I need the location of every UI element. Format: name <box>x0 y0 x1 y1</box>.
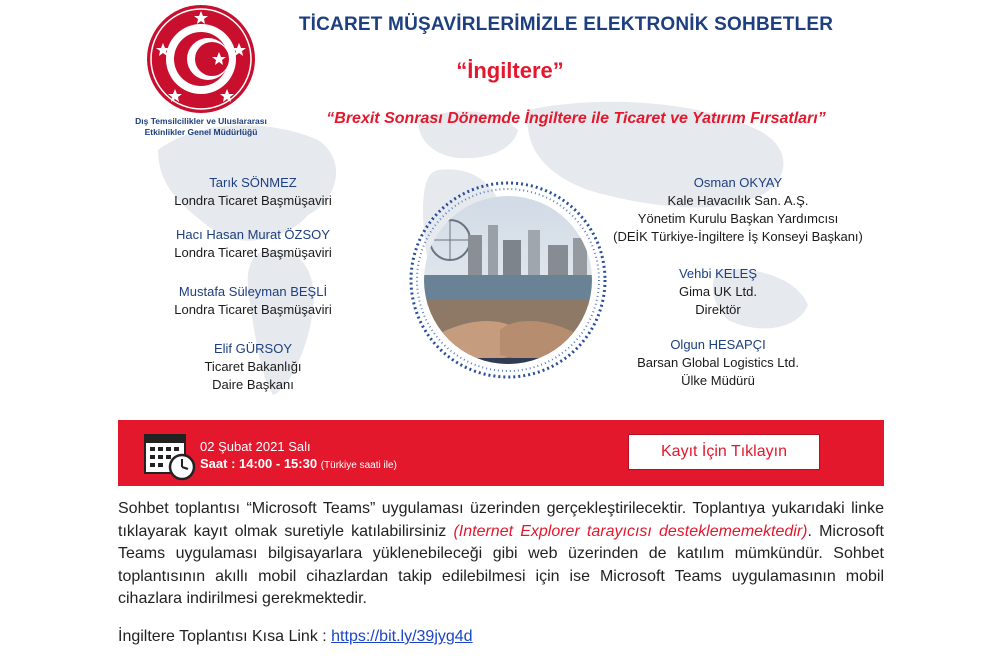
speaker-title: Barsan Global Logistics Ltd. <box>637 355 799 370</box>
calendar-clock-icon <box>144 431 196 481</box>
speaker-name: Osman OKYAY <box>693 175 783 190</box>
speaker-left-2 <box>123 226 383 262</box>
speaker-name: Olgun HESAPÇI <box>670 337 766 352</box>
event-datetime <box>200 438 397 474</box>
short-link[interactable]: https://bit.ly/39jyg4d <box>331 628 473 645</box>
event-banner <box>118 0 884 486</box>
browser-warning: (Internet Explorer tarayıcısı desteklememektedir) <box>453 522 808 540</box>
speaker-right-1 <box>588 174 884 246</box>
speaker-title: Kale Havacılık San. A.Ş. <box>667 193 809 208</box>
speaker-right-2 <box>568 265 868 319</box>
speaker-name: Elif GÜRSOY <box>213 341 292 356</box>
speaker-title: Londra Ticaret Başmüşaviri <box>174 193 332 208</box>
speaker-title: (DEİK Türkiye-İngiltere İş Konseyi Başkanı) <box>613 229 863 244</box>
country-heading: “İngiltere” <box>456 58 564 83</box>
speaker-title: Ülke Müdürü <box>681 373 755 388</box>
speaker-title: Daire Başkanı <box>212 377 294 392</box>
speaker-name: Vehbi KELEŞ <box>678 266 758 281</box>
organization-name: Dış Temsilcilikler ve Uluslararası Etkinlikler Genel Müdürlüğü <box>135 116 267 137</box>
event-subtitle: “Brexit Sonrası Dönemde İngiltere ile Ticaret ve Yatırım Fırsatları” <box>326 110 826 127</box>
speaker-right-3 <box>568 336 868 390</box>
timezone-note: (Türkiye saati ile) <box>320 460 397 471</box>
body-paragraph <box>118 498 884 611</box>
speaker-name: Hacı Hasan Murat ÖZSOY <box>176 227 330 242</box>
body-text-part: Sohbet toplantısı “Microsoft Teams” uygulaması üzerinden gerçekleştirilecektir. Toplantıya yukarıdaki linke tıklayarak kayıt olmak suretiyle katılabilirsiniz <box>118 500 884 540</box>
speaker-title: Londra Ticaret Başmüşaviri <box>174 302 332 317</box>
speaker-name: Mustafa Süleyman BEŞLİ <box>178 284 328 299</box>
speaker-title: Ticaret Bakanlığı <box>204 359 302 374</box>
speaker-title: Gima UK Ltd. <box>678 284 758 299</box>
speaker-name: Tarık SÖNMEZ <box>209 175 297 190</box>
speaker-title: Direktör <box>695 302 741 317</box>
speaker-left-3 <box>123 283 383 319</box>
speaker-title: Yönetim Kurulu Başkan Yardımcısı <box>637 211 839 226</box>
ministry-seal-logo <box>145 3 257 115</box>
event-time: Saat : 14:00 - 15:30 <box>200 456 318 471</box>
body-text-part: . Microsoft Teams uygulaması bilgisayarlara yüklenebileceği gibi web üzerinden de katılım mümkündür. Sohbet toplantısının akıllı mobil cihazlardan takip edilebilmesi için ise Microsoft Teams uygulamasının mobil cihazlara indirilmesi gerekmektedir. <box>118 522 885 607</box>
speaker-left-1 <box>123 174 383 210</box>
speaker-left-4 <box>123 340 383 394</box>
event-date-bar <box>118 420 884 486</box>
event-date: 02 Şubat 2021 Salı <box>200 439 311 454</box>
page-title: TİCARET MÜŞAVİRLERİMİZLE ELEKTRONİK SOHBETLER <box>298 14 834 35</box>
london-handshake-photo <box>408 180 608 380</box>
short-link-line <box>118 628 884 646</box>
register-button[interactable]: Kayıt İçin Tıklayın <box>628 434 820 470</box>
speaker-title: Londra Ticaret Başmüşaviri <box>174 245 332 260</box>
short-link-label: İngiltere Toplantısı Kısa Link : <box>118 628 332 645</box>
